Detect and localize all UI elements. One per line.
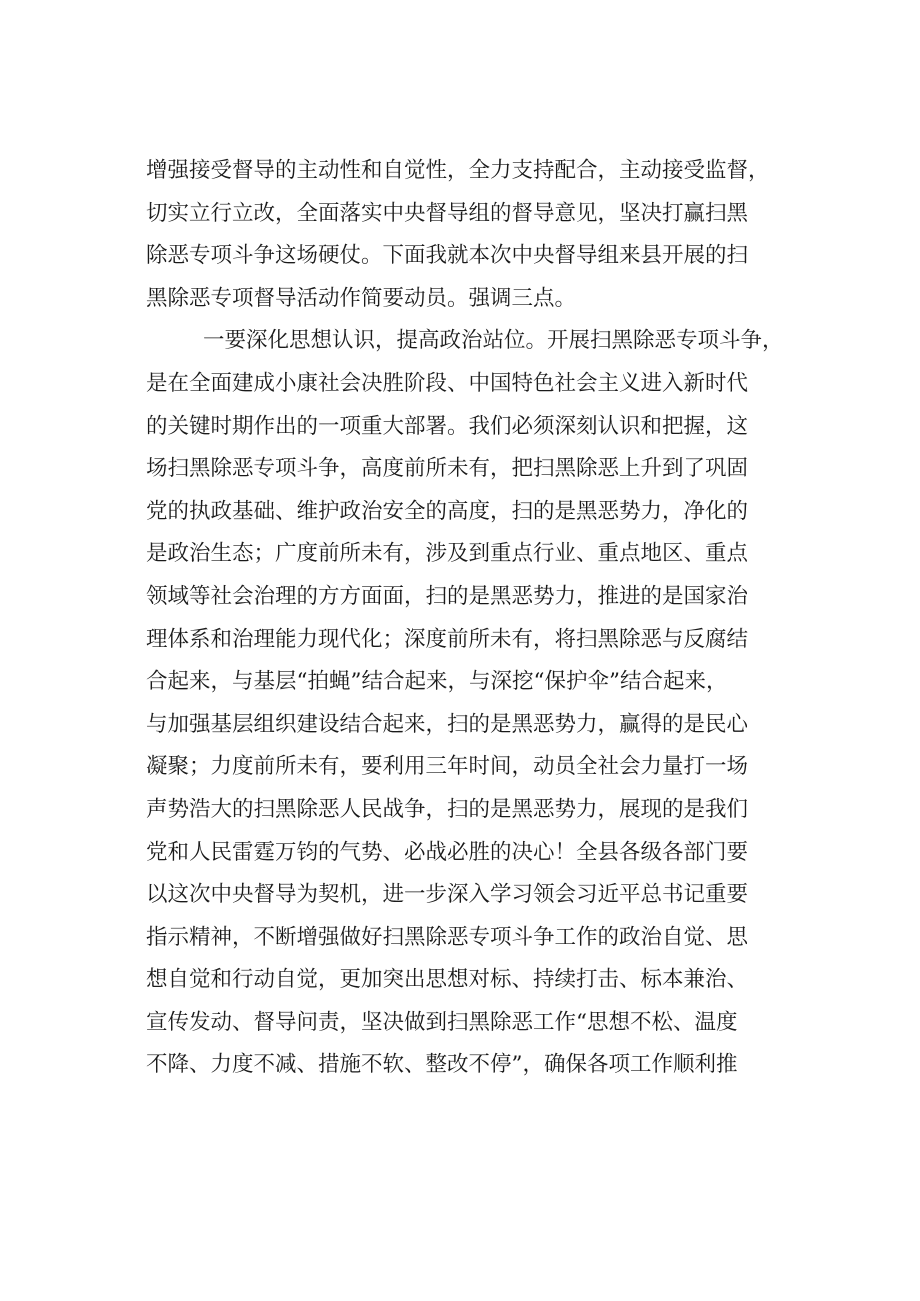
paragraph-line: 切实立行立改，全面落实中央督导组的督导意见，坚决打赢扫黑 [146, 200, 749, 226]
paragraph-line: 宣传发动、督导问责，坚决做到扫黑除恶工作“思想不松、温度 [146, 1009, 738, 1035]
paragraph-line: 一要深化思想认识，提高政治站位。开展扫黑除恶专项斗争， [203, 328, 784, 354]
paragraph-line: 的关键时期作出的一项重大部署。我们必须深刻认识和把握，这 [146, 413, 749, 439]
paragraph-line: 党的执政基础、维护政治安全的高度，扫的是黑恶势力，净化的 [146, 498, 749, 524]
paragraph-line: 凝聚；力度前所未有，要利用三年时间，动员全社会力量打一场 [146, 754, 749, 780]
paragraph-line: 以这次中央督导为契机，进一步深入学习领会习近平总书记重要 [146, 882, 749, 908]
paragraph-line: 党和人民雷霆万钧的气势、必战必胜的决心！全县各级各部门要 [146, 839, 749, 865]
paragraph-line: 是政治生态；广度前所未有，涉及到重点行业、重点地区、重点 [146, 541, 749, 567]
paragraph-2 [146, 320, 806, 1087]
paragraph-line: 黑除恶专项督导活动作简要动员。强调三点。 [146, 285, 577, 311]
paragraph-line: 想自觉和行动自觉，更加突出思想对标、持续打击、标本兼治、 [146, 967, 749, 993]
paragraph-line: 不降、力度不减、措施不软、整改不停”，确保各项工作顺利推 [146, 1052, 738, 1078]
paragraph-line: 理体系和治理能力现代化；深度前所未有，将扫黑除恶与反腐结 [146, 626, 749, 652]
paragraph-line: 场扫黑除恶专项斗争，高度前所未有，把扫黑除恶上升到了巩固 [146, 456, 749, 482]
paragraph-line: 是在全面建成小康社会决胜阶段、中国特色社会主义进入新时代 [146, 370, 749, 396]
paragraph-1 [146, 150, 806, 320]
paragraph-line: 增强接受督导的主动性和自觉性，全力支持配合，主动接受监督， [146, 158, 770, 183]
paragraph-line: 合起来，与基层“拍蝇”结合起来，与深挖“保护伞”结合起来， [146, 669, 728, 695]
paragraph-line: 除恶专项斗争这场硬仗。下面我就本次中央督导组来县开展的扫 [146, 243, 749, 269]
document-body [146, 150, 806, 1087]
paragraph-line: 领域等社会治理的方方面面，扫的是黑恶势力，推进的是国家治 [146, 583, 749, 609]
paragraph-line: 与加强基层组织建设结合起来，扫的是黑恶势力，赢得的是民心 [146, 711, 749, 737]
paragraph-line: 声势浩大的扫黑除恶人民战争，扫的是黑恶势力，展现的是我们 [146, 796, 749, 822]
paragraph-line: 指示精神，不断增强做好扫黑除恶专项斗争工作的政治自觉、思 [146, 924, 749, 950]
